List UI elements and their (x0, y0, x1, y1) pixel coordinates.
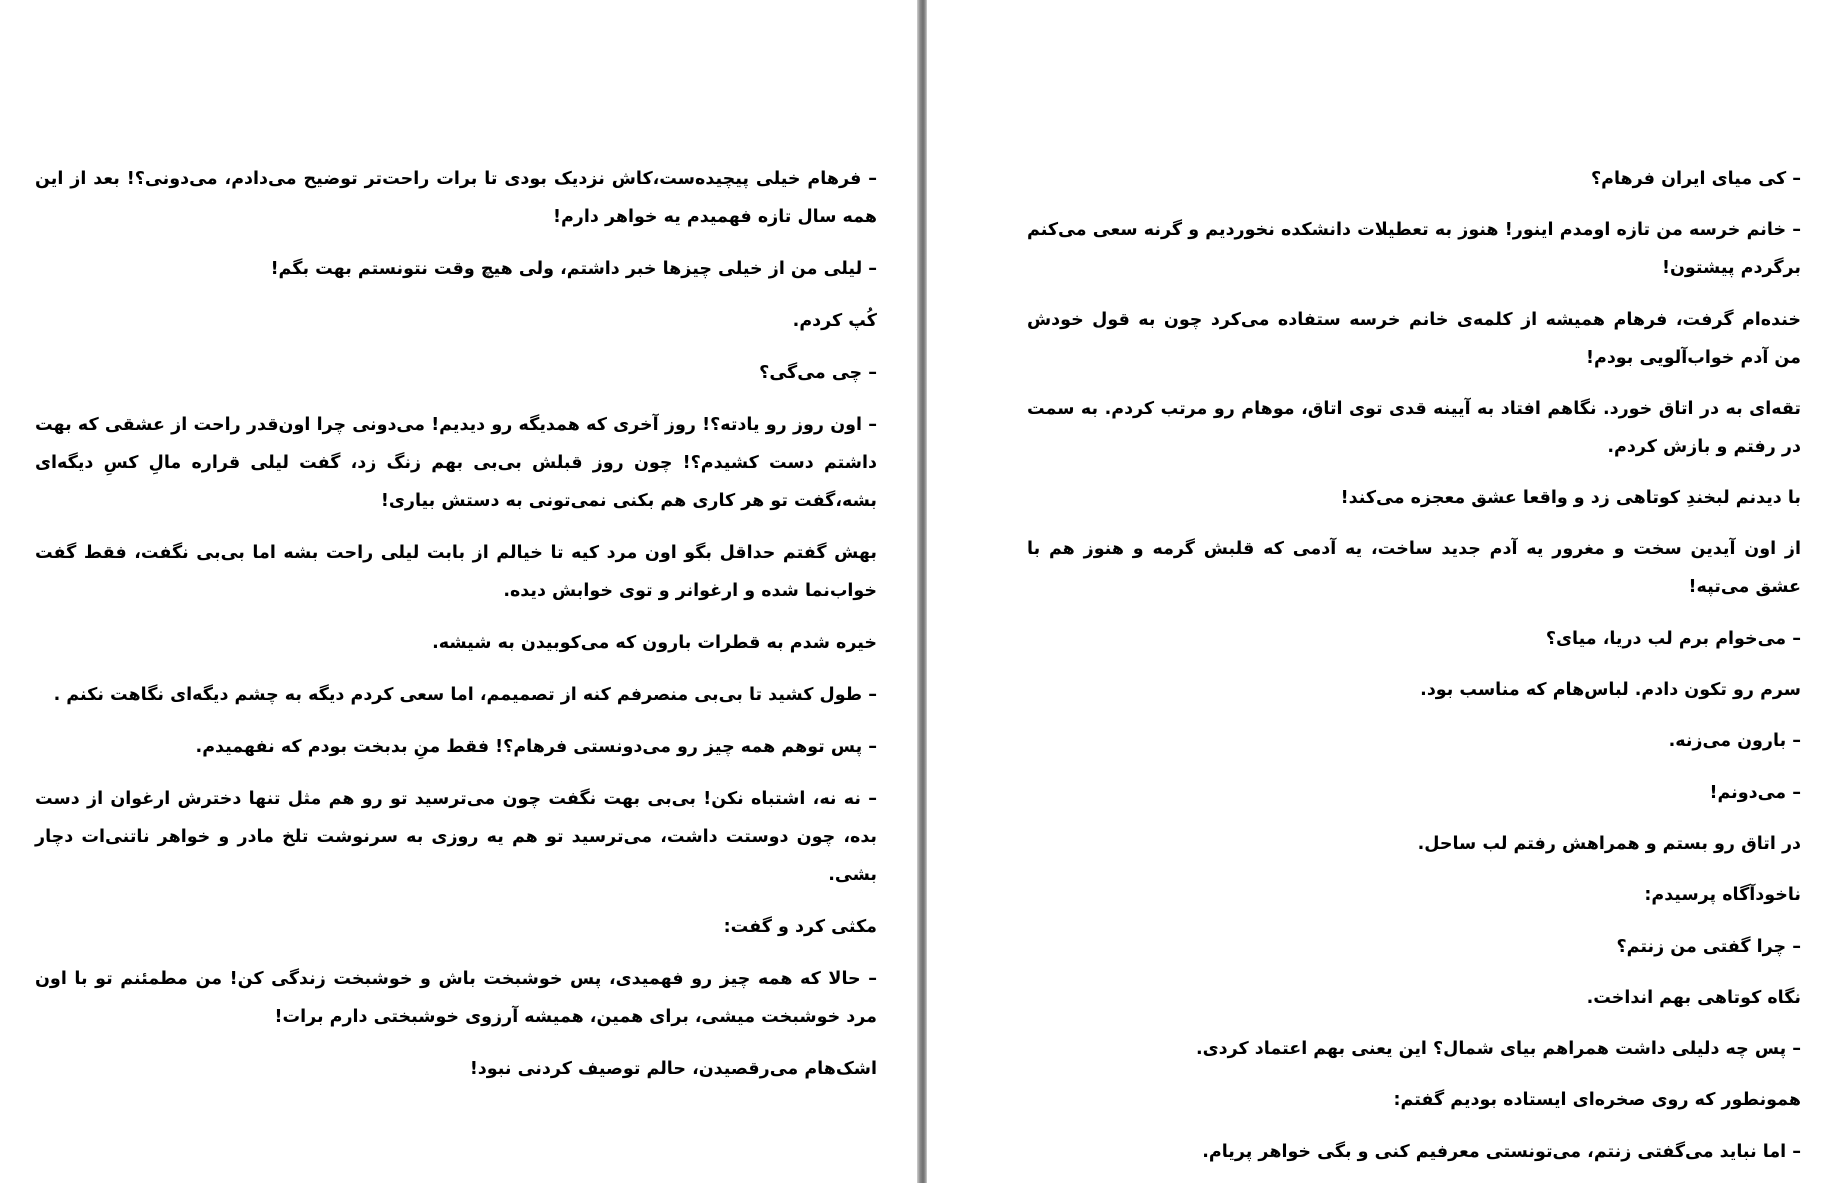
right-paragraph: – می‌دونم! (1709, 782, 1801, 803)
left-paragraph: خیره شدم به قطرات بارون که می‌کوبیدن به شیشه. (432, 633, 877, 653)
page-divider (917, 0, 927, 1183)
right-paragraph: خنده‌ام گرفت، فرهام همیشه از کلمه‌ی خانم خرسه ستفاده می‌کرد چون به قول خودش من آدم خواب‌آلویی بودم! (1027, 309, 1801, 368)
left-paragraph: – چی می‌گی؟ (759, 363, 877, 383)
right-paragraph: سرم رو تکون دادم. لباس‌هام که مناسب بود. (1420, 680, 1801, 701)
right-paragraph: – بارون می‌زنه. (1668, 731, 1801, 752)
left-page (0, 0, 917, 1183)
right-paragraph: – کی میای ایران فرهام؟ (1590, 169, 1801, 189)
right-paragraph: نگاه کوتاهی بهم انداخت. (1586, 987, 1801, 1008)
left-paragraph: – اون روز رو یادته؟! روز آخری که همدیگه رو دیدیم! می‌دونی چرا اون‌قدر راحت از عشقی که بهت داشتم دست کشیدم؟! چون روز قبلش بی‌بی بهم زنگ زد، گفت لیلی قراره مالِ کسِ دیگه‌ای بشه،گفت تو هر کاری هم بکنی نمی‌تونی به دستش بیاری! (35, 415, 877, 511)
right-page (927, 0, 1839, 1183)
right-paragraph: با دیدنم لبخندِ کوتاهی زد و واقعا عشق معجزه می‌کند! (1340, 488, 1801, 509)
right-paragraph: تقه‌ای به در اتاق خورد. نگاهم افتاد به آیینه قدی توی اتاق، موهام رو مرتب کردم. به سمت در رفتم و بازش کردم. (1027, 398, 1801, 457)
left-paragraph: بهش گفتم حداقل بگو اون مرد کیه تا خیالم از بابت لیلی راحت بشه اما بی‌بی نگفت، فقط گفت خواب‌نما شده و ارغوانر و توی خوابش دیده. (35, 543, 877, 601)
left-paragraph: کُپ کردم. (792, 311, 877, 331)
left-paragraph: – فرهام خیلی پیچیده‌ست،کاش نزدیک بودی تا برات راحت‌تر توضیح می‌دادم، می‌دونی؟! بعد از این همه سال تازه فهمیدم یه خواهر دارم! (35, 169, 877, 227)
right-paragraph: – پس چه دلیلی داشت همراهم بیای شمال؟ این یعنی بهم اعتماد کردی. (1195, 1039, 1801, 1060)
left-paragraph: – لیلی من از خیلی چیزها خبر داشتم، ولی هیچ وقت نتونستم بهت بگم! (270, 259, 877, 279)
right-paragraph: همونطور که روی صخره‌ای ایستاده بودیم گفتم: (1393, 1090, 1801, 1111)
right-paragraph: – می‌خوام برم لب دریا، میای؟ (1545, 628, 1801, 649)
right-paragraph: از اون آیدین سخت و مغرور یه آدم جدید ساخت، یه آدمی که قلبش گرمه و هنوز هم با عشق می‌تپه! (1027, 539, 1801, 598)
left-paragraph: – نه نه، اشتباه نکن! بی‌بی بهت نگفت چون می‌ترسید تو رو هم مثل تنها دخترش ارغوان از دست بده، چون دوستت داشت، می‌ترسید تو هم یه روزی به سرنوشت تلخ مادر و خواهر ناتنی‌ات دچار بشی. (35, 789, 877, 885)
right-paragraph: در اتاق رو بستم و همراهش رفتم لب ساحل. (1417, 833, 1801, 854)
left-paragraph: – پس توهم همه چیز رو می‌دونستی فرهام؟! فقط منِ بدبخت بودم که نفهمیدم. (195, 737, 877, 757)
right-paragraph: – چرا گفتی من زنتم؟ (1616, 936, 1801, 957)
right-paragraph: – خانم خرسه من تازه اومدم اینور! هنوز به تعطیلات دانشکده نخوردیم و گرنه سعی می‌کنم برگردم پیشتون! (1027, 220, 1801, 279)
left-paragraph: – طول کشید تا بی‌بی منصرفم کنه از تصمیمم، اما سعی کردم دیگه به چشم دیگه‌ای نگاهت نکنم . (53, 685, 877, 705)
left-paragraph: – حالا که همه چیز رو فهمیدی، پس خوشبخت باش و خوشبخت زندگی کن! من مطمئنم تو با اون مرد خوشبخت میشی، برای همین، همیشه آرزوی خوشبختی دارم برات! (35, 969, 877, 1027)
right-paragraph: ناخودآگاه پرسیدم: (1644, 885, 1801, 906)
left-paragraph: مکثی کرد و گفت: (723, 917, 877, 937)
left-paragraph: اشک‌هام می‌رقصیدن، حالم توصیف کردنی نبود! (469, 1059, 877, 1079)
right-paragraph: – اما نباید می‌گفتی زنتم، می‌تونستی معرفیم کنی و بگی خواهر پریام. (1202, 1141, 1801, 1162)
